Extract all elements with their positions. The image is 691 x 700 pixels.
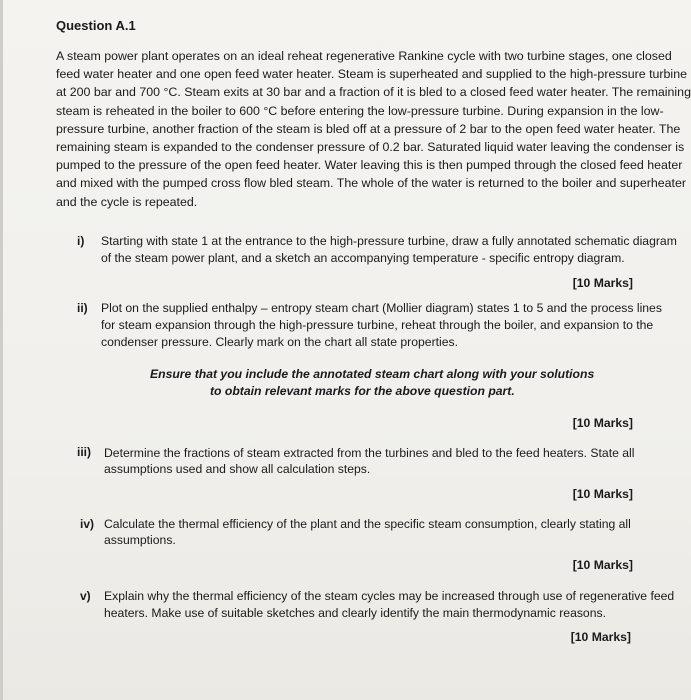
marks-label: [10 Marks] — [572, 416, 633, 430]
intro-line: and the cycle is repeated. — [56, 194, 198, 209]
marks-label: [10 Marks] — [570, 630, 631, 644]
question-line: for steam expansion through the high-pressure turbine, reheat through the boiler, and expansion to the — [101, 318, 654, 332]
question-number: iii) — [77, 445, 91, 459]
intro-line: pumped to the pressure of the open feed heater. Water leaving this is then pumped through the closed feed heater — [56, 158, 683, 173]
intro-paragraph — [56, 47, 691, 211]
marks-label: [10 Marks] — [572, 487, 633, 501]
intro-line: steam is reheated in the boiler to 600 °C before entering the low-pressure turbine. During expansion in the low- — [56, 103, 664, 118]
chart-note: Ensure that you include the annotated steam chart along with your solutions — [150, 367, 595, 381]
chart-note: to obtain relevant marks for the above question part. — [210, 384, 515, 398]
question-line: of the steam power plant, and a sketch an accompanying temperature - specific entropy diagram. — [101, 251, 625, 265]
intro-line: and mixed with the pumped cross flow bled steam. The whole of the water is returned to the boiler and superheater — [56, 176, 686, 191]
marks-label: [10 Marks] — [572, 276, 633, 290]
question-number: i) — [77, 234, 85, 248]
intro-line: remaining steam is expanded to the condenser pressure of 0.2 bar. Saturated liquid water leaving the condenser is — [56, 140, 685, 155]
question-line: Calculate the thermal efficiency of the plant and the specific steam consumption, clearly stating all — [104, 517, 631, 531]
question-line: condenser pressure. Clearly mark on the chart all state properties. — [101, 335, 458, 349]
question-line: Plot on the supplied enthalpy – entropy steam chart (Mollier diagram) states 1 to 5 and the process lines — [101, 301, 662, 315]
question-title: Question A.1 — [56, 18, 136, 33]
question-line: Determine the fractions of steam extracted from the turbines and bled to the feed heaters. State all — [104, 446, 635, 460]
question-number: v) — [80, 589, 91, 603]
question-line: Starting with state 1 at the entrance to the high-pressure turbine, draw a fully annotated schematic diagram — [101, 234, 677, 248]
question-line: Explain why the thermal efficiency of the steam cycles may be increased through use of regenerative feed — [104, 589, 675, 603]
intro-line: at 200 bar and 700 °C. Steam exits at 30 bar and a fraction of it is bled to a closed feed water heater. The remaining — [56, 85, 691, 100]
question-line: assumptions used and show all calculation steps. — [104, 462, 371, 476]
question-line: heaters. Make use of suitable sketches and clearly identify the main thermodynamic reasons. — [104, 606, 606, 620]
intro-line: pressure turbine, another fraction of the steam is bled off at a pressure of 2 bar to the open feed water heater. The — [56, 121, 681, 136]
marks-label: [10 Marks] — [572, 558, 633, 572]
question-line: assumptions. — [104, 533, 176, 547]
question-number: ii) — [77, 301, 88, 315]
question-number: iv) — [80, 517, 95, 531]
intro-line: A steam power plant operates on an ideal reheat regenerative Rankine cycle with two turbine stages, one closed — [56, 49, 672, 63]
intro-line: feed water heater and one open feed water heater. Steam is superheated and supplied to the high-pressure turbine — [56, 67, 687, 82]
page-edge-shadow — [0, 0, 3, 700]
